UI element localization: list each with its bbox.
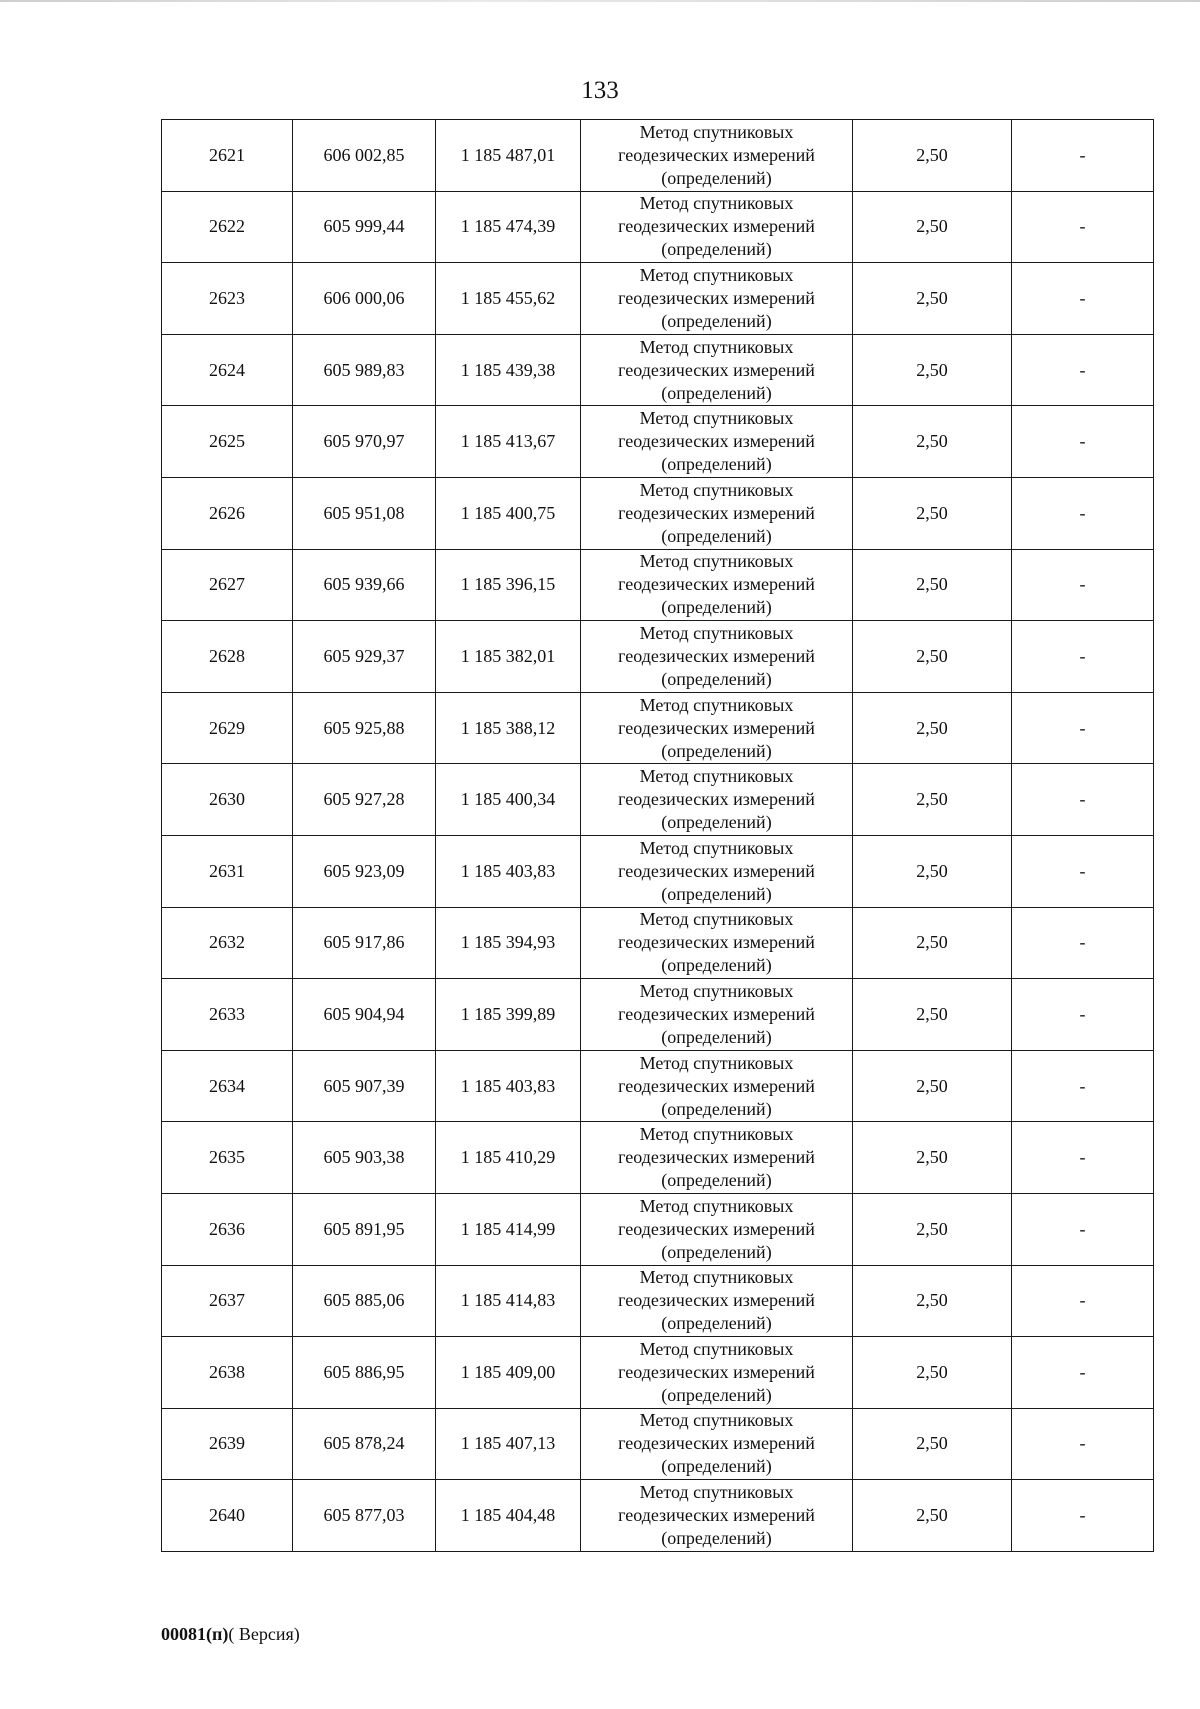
table-row bbox=[162, 907, 1154, 979]
extra-cell: - bbox=[1012, 1050, 1154, 1122]
method-line: Метод спутниковых bbox=[639, 193, 794, 214]
method-line: (определений) bbox=[661, 1456, 772, 1477]
accuracy-cell: 2,50 bbox=[853, 621, 1012, 693]
extra-cell: - bbox=[1012, 1193, 1154, 1265]
table-row bbox=[162, 621, 1154, 693]
coordinate-y-cell: 1 185 399,89 bbox=[436, 979, 581, 1051]
method-line: геодезических измерений bbox=[618, 1290, 815, 1311]
point-number-cell: 2635 bbox=[162, 1122, 293, 1194]
method-cell bbox=[581, 263, 853, 335]
method-cell bbox=[581, 621, 853, 693]
extra-cell: - bbox=[1012, 1408, 1154, 1480]
accuracy-cell: 2,50 bbox=[853, 1050, 1012, 1122]
method-line: (определений) bbox=[661, 1384, 772, 1405]
method-cell bbox=[581, 764, 853, 836]
point-number-cell: 2639 bbox=[162, 1408, 293, 1480]
accuracy-cell: 2,50 bbox=[853, 263, 1012, 335]
extra-cell: - bbox=[1012, 549, 1154, 621]
accuracy-cell: 2,50 bbox=[853, 1408, 1012, 1480]
coordinate-x-cell: 605 877,03 bbox=[293, 1480, 436, 1552]
method-line: геодезических измерений bbox=[618, 431, 815, 452]
method-cell bbox=[581, 334, 853, 406]
table-row bbox=[162, 477, 1154, 549]
method-line: Метод спутниковых bbox=[639, 1410, 794, 1431]
point-number-cell: 2622 bbox=[162, 191, 293, 263]
coordinate-y-cell: 1 185 410,29 bbox=[436, 1122, 581, 1194]
method-cell bbox=[581, 1408, 853, 1480]
coordinates-table-container bbox=[161, 119, 1153, 1552]
table-row bbox=[162, 120, 1154, 192]
method-line: (определений) bbox=[661, 740, 772, 761]
point-number-cell: 2633 bbox=[162, 979, 293, 1051]
method-line: Метод спутниковых bbox=[639, 909, 794, 930]
coordinate-x-cell: 606 000,06 bbox=[293, 263, 436, 335]
coordinate-x-cell: 605 917,86 bbox=[293, 907, 436, 979]
point-number-cell: 2634 bbox=[162, 1050, 293, 1122]
method-cell bbox=[581, 1337, 853, 1409]
accuracy-cell: 2,50 bbox=[853, 477, 1012, 549]
point-number-cell: 2632 bbox=[162, 907, 293, 979]
method-line: геодезических измерений bbox=[618, 216, 815, 237]
method-line: Метод спутниковых bbox=[639, 1482, 794, 1503]
method-line: геодезических измерений bbox=[618, 1003, 815, 1024]
method-line: геодезических измерений bbox=[618, 1147, 815, 1168]
method-line: Метод спутниковых bbox=[639, 551, 794, 572]
extra-cell: - bbox=[1012, 1265, 1154, 1337]
extra-cell: - bbox=[1012, 907, 1154, 979]
table-row bbox=[162, 1408, 1154, 1480]
coordinate-y-cell: 1 185 400,34 bbox=[436, 764, 581, 836]
point-number-cell: 2638 bbox=[162, 1337, 293, 1409]
method-line: Метод спутниковых bbox=[639, 980, 794, 1001]
method-line: (определений) bbox=[661, 1241, 772, 1262]
extra-cell: - bbox=[1012, 477, 1154, 549]
method-line: (определений) bbox=[661, 1313, 772, 1334]
method-line: Метод спутниковых bbox=[639, 1267, 794, 1288]
method-line: Метод спутниковых bbox=[639, 121, 794, 142]
coordinate-y-cell: 1 185 409,00 bbox=[436, 1337, 581, 1409]
method-line: (определений) bbox=[661, 310, 772, 331]
method-line: геодезических измерений bbox=[618, 1433, 815, 1454]
method-line: Метод спутниковых bbox=[639, 694, 794, 715]
method-cell bbox=[581, 1265, 853, 1337]
coordinate-y-cell: 1 185 388,12 bbox=[436, 692, 581, 764]
method-cell bbox=[581, 549, 853, 621]
coordinate-y-cell: 1 185 403,83 bbox=[436, 1050, 581, 1122]
scan-top-edge bbox=[0, 0, 1200, 2]
method-line: геодезических измерений bbox=[618, 1218, 815, 1239]
method-line: (определений) bbox=[661, 955, 772, 976]
coordinate-x-cell: 605 925,88 bbox=[293, 692, 436, 764]
point-number-cell: 2625 bbox=[162, 406, 293, 478]
table-row bbox=[162, 549, 1154, 621]
coordinate-x-cell: 605 903,38 bbox=[293, 1122, 436, 1194]
method-cell bbox=[581, 907, 853, 979]
coordinates-table bbox=[161, 119, 1154, 1552]
point-number-cell: 2621 bbox=[162, 120, 293, 192]
method-line: геодезических измерений bbox=[618, 359, 815, 380]
coordinate-y-cell: 1 185 413,67 bbox=[436, 406, 581, 478]
table-row bbox=[162, 1337, 1154, 1409]
accuracy-cell: 2,50 bbox=[853, 979, 1012, 1051]
method-line: геодезических измерений bbox=[618, 574, 815, 595]
coordinate-y-cell: 1 185 414,99 bbox=[436, 1193, 581, 1265]
method-line: геодезических измерений bbox=[618, 1075, 815, 1096]
coordinate-y-cell: 1 185 394,93 bbox=[436, 907, 581, 979]
extra-cell: - bbox=[1012, 263, 1154, 335]
table-row bbox=[162, 1480, 1154, 1552]
method-line: геодезических измерений bbox=[618, 502, 815, 523]
method-line: Метод спутниковых bbox=[639, 1195, 794, 1216]
coordinate-y-cell: 1 185 382,01 bbox=[436, 621, 581, 693]
method-line: (определений) bbox=[661, 597, 772, 618]
extra-cell: - bbox=[1012, 1337, 1154, 1409]
extra-cell: - bbox=[1012, 120, 1154, 192]
coordinate-y-cell: 1 185 400,75 bbox=[436, 477, 581, 549]
accuracy-cell: 2,50 bbox=[853, 1193, 1012, 1265]
coordinate-x-cell: 605 999,44 bbox=[293, 191, 436, 263]
accuracy-cell: 2,50 bbox=[853, 835, 1012, 907]
coordinate-x-cell: 605 923,09 bbox=[293, 835, 436, 907]
coordinate-y-cell: 1 185 396,15 bbox=[436, 549, 581, 621]
accuracy-cell: 2,50 bbox=[853, 692, 1012, 764]
point-number-cell: 2636 bbox=[162, 1193, 293, 1265]
method-cell bbox=[581, 1050, 853, 1122]
accuracy-cell: 2,50 bbox=[853, 1265, 1012, 1337]
coordinate-x-cell: 605 878,24 bbox=[293, 1408, 436, 1480]
coordinate-x-cell: 605 970,97 bbox=[293, 406, 436, 478]
page-number: 133 bbox=[581, 77, 619, 104]
point-number-cell: 2637 bbox=[162, 1265, 293, 1337]
method-line: (определений) bbox=[661, 1528, 772, 1549]
coordinate-x-cell: 605 951,08 bbox=[293, 477, 436, 549]
coordinate-x-cell: 605 989,83 bbox=[293, 334, 436, 406]
coordinate-y-cell: 1 185 455,62 bbox=[436, 263, 581, 335]
method-cell bbox=[581, 835, 853, 907]
coordinate-y-cell: 1 185 439,38 bbox=[436, 334, 581, 406]
accuracy-cell: 2,50 bbox=[853, 1122, 1012, 1194]
method-line: (определений) bbox=[661, 883, 772, 904]
method-line: геодезических измерений bbox=[618, 144, 815, 165]
coordinate-y-cell: 1 185 403,83 bbox=[436, 835, 581, 907]
coordinate-y-cell: 1 185 414,83 bbox=[436, 1265, 581, 1337]
method-line: Метод спутниковых bbox=[639, 837, 794, 858]
method-cell bbox=[581, 979, 853, 1051]
method-cell bbox=[581, 1122, 853, 1194]
table-row bbox=[162, 1122, 1154, 1194]
coordinate-x-cell: 605 927,28 bbox=[293, 764, 436, 836]
point-number-cell: 2629 bbox=[162, 692, 293, 764]
point-number-cell: 2630 bbox=[162, 764, 293, 836]
table-row bbox=[162, 1265, 1154, 1337]
coordinate-y-cell: 1 185 404,48 bbox=[436, 1480, 581, 1552]
method-cell bbox=[581, 1193, 853, 1265]
method-cell bbox=[581, 1480, 853, 1552]
method-cell bbox=[581, 692, 853, 764]
method-line: (определений) bbox=[661, 812, 772, 833]
extra-cell: - bbox=[1012, 692, 1154, 764]
extra-cell: - bbox=[1012, 1480, 1154, 1552]
method-line: (определений) bbox=[661, 525, 772, 546]
extra-cell: - bbox=[1012, 1122, 1154, 1194]
extra-cell: - bbox=[1012, 621, 1154, 693]
method-line: (определений) bbox=[661, 1026, 772, 1047]
extra-cell: - bbox=[1012, 764, 1154, 836]
extra-cell: - bbox=[1012, 406, 1154, 478]
accuracy-cell: 2,50 bbox=[853, 764, 1012, 836]
method-line: (определений) bbox=[661, 167, 772, 188]
method-cell bbox=[581, 406, 853, 478]
extra-cell: - bbox=[1012, 979, 1154, 1051]
accuracy-cell: 2,50 bbox=[853, 549, 1012, 621]
table-row bbox=[162, 406, 1154, 478]
method-line: геодезических измерений bbox=[618, 645, 815, 666]
method-line: (определений) bbox=[661, 1170, 772, 1191]
accuracy-cell: 2,50 bbox=[853, 406, 1012, 478]
coordinate-y-cell: 1 185 407,13 bbox=[436, 1408, 581, 1480]
point-number-cell: 2627 bbox=[162, 549, 293, 621]
accuracy-cell: 2,50 bbox=[853, 120, 1012, 192]
coordinate-x-cell: 605 886,95 bbox=[293, 1337, 436, 1409]
coordinate-x-cell: 606 002,85 bbox=[293, 120, 436, 192]
method-line: геодезических измерений bbox=[618, 789, 815, 810]
method-line: Метод спутниковых bbox=[639, 264, 794, 285]
accuracy-cell: 2,50 bbox=[853, 1337, 1012, 1409]
table-row bbox=[162, 979, 1154, 1051]
method-line: геодезических измерений bbox=[618, 932, 815, 953]
table-row bbox=[162, 835, 1154, 907]
method-line: Метод спутниковых bbox=[639, 622, 794, 643]
method-line: (определений) bbox=[661, 454, 772, 475]
coordinate-x-cell: 605 929,37 bbox=[293, 621, 436, 693]
extra-cell: - bbox=[1012, 334, 1154, 406]
table-row bbox=[162, 764, 1154, 836]
method-line: геодезических измерений bbox=[618, 287, 815, 308]
point-number-cell: 2624 bbox=[162, 334, 293, 406]
table-row bbox=[162, 334, 1154, 406]
point-number-cell: 2640 bbox=[162, 1480, 293, 1552]
table-row bbox=[162, 692, 1154, 764]
method-line: (определений) bbox=[661, 382, 772, 403]
method-cell bbox=[581, 477, 853, 549]
method-line: Метод спутниковых bbox=[639, 1052, 794, 1073]
table-row bbox=[162, 263, 1154, 335]
coordinate-x-cell: 605 885,06 bbox=[293, 1265, 436, 1337]
coordinate-x-cell: 605 939,66 bbox=[293, 549, 436, 621]
table-row bbox=[162, 191, 1154, 263]
point-number-cell: 2628 bbox=[162, 621, 293, 693]
method-line: Метод спутниковых bbox=[639, 479, 794, 500]
method-line: Метод спутниковых bbox=[639, 766, 794, 787]
method-line: геодезических измерений bbox=[618, 860, 815, 881]
method-line: Метод спутниковых bbox=[639, 1338, 794, 1359]
method-line: (определений) bbox=[661, 668, 772, 689]
method-line: Метод спутниковых bbox=[639, 1124, 794, 1145]
coordinate-y-cell: 1 185 474,39 bbox=[436, 191, 581, 263]
document-code: 00081(п) bbox=[161, 1624, 229, 1644]
table-row bbox=[162, 1050, 1154, 1122]
point-number-cell: 2623 bbox=[162, 263, 293, 335]
coordinate-x-cell: 605 907,39 bbox=[293, 1050, 436, 1122]
point-number-cell: 2626 bbox=[162, 477, 293, 549]
extra-cell: - bbox=[1012, 835, 1154, 907]
accuracy-cell: 2,50 bbox=[853, 1480, 1012, 1552]
method-line: (определений) bbox=[661, 1098, 772, 1119]
document-version: ( Версия) bbox=[228, 1624, 300, 1644]
accuracy-cell: 2,50 bbox=[853, 907, 1012, 979]
method-cell bbox=[581, 120, 853, 192]
accuracy-cell: 2,50 bbox=[853, 191, 1012, 263]
method-line: геодезических измерений bbox=[618, 1361, 815, 1382]
method-line: геодезических измерений bbox=[618, 1505, 815, 1526]
coordinate-x-cell: 605 904,94 bbox=[293, 979, 436, 1051]
coordinate-x-cell: 605 891,95 bbox=[293, 1193, 436, 1265]
method-line: (определений) bbox=[661, 239, 772, 260]
method-line: Метод спутниковых bbox=[639, 408, 794, 429]
coordinate-y-cell: 1 185 487,01 bbox=[436, 120, 581, 192]
document-footer bbox=[161, 1623, 300, 1645]
table-row bbox=[162, 1193, 1154, 1265]
method-cell bbox=[581, 191, 853, 263]
method-line: геодезических измерений bbox=[618, 717, 815, 738]
coordinates-table-body bbox=[162, 120, 1154, 1552]
accuracy-cell: 2,50 bbox=[853, 334, 1012, 406]
point-number-cell: 2631 bbox=[162, 835, 293, 907]
method-line: Метод спутниковых bbox=[639, 336, 794, 357]
extra-cell: - bbox=[1012, 191, 1154, 263]
